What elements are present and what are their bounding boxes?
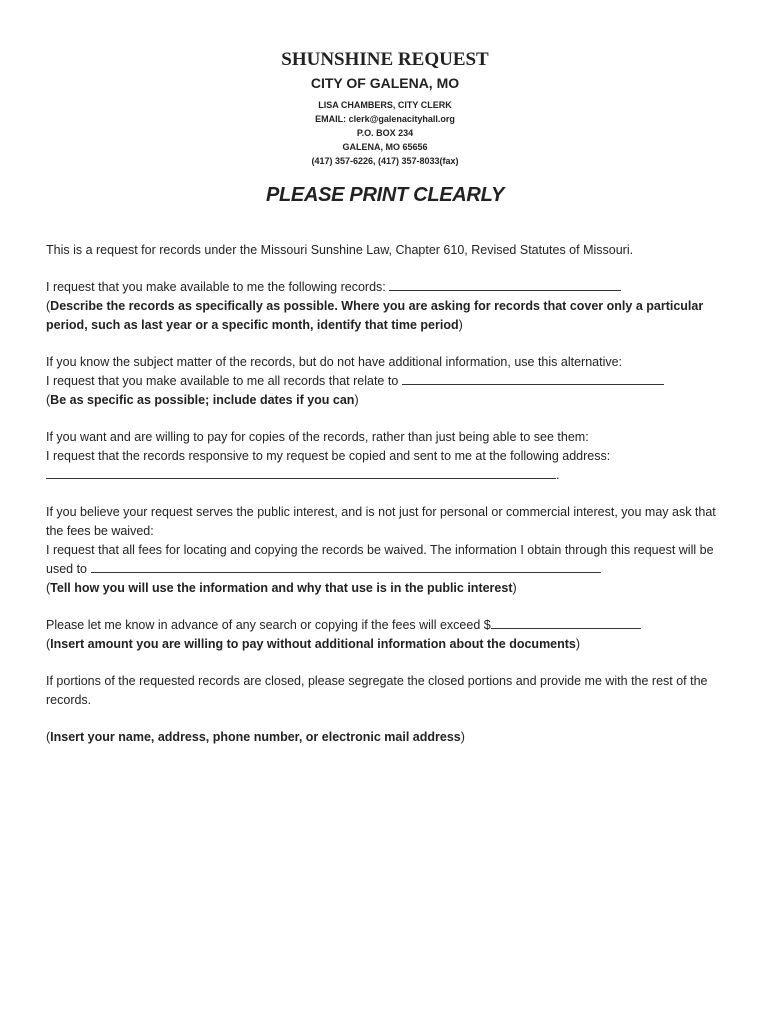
phone-numbers: (417) 357-6226, (417) 357-8033(fax) (311, 156, 459, 166)
closed-records-text: If portions of the requested records are closed, please segregate the closed portions and provide me with the rest of the records. (46, 674, 708, 707)
fees-instruction-line (46, 635, 726, 654)
paren-close: ) (512, 581, 517, 595)
records-instruction: Describe the records as specifically as possible. Where you are asking for records that cover only a particular period, such as last year or a specific month, identify that time period (46, 299, 704, 332)
copies-request: I request that the records responsive to my request be copied and sent to me at the following address: (46, 449, 611, 463)
subject-blank-field[interactable] (402, 372, 664, 385)
waiver-paragraph (46, 503, 726, 598)
address-blank-field[interactable] (46, 466, 556, 479)
document-title: SHUNSHINE REQUEST (281, 49, 489, 70)
waiver-instruction-line (46, 579, 726, 598)
city-name: CITY OF GALENA, MO (310, 75, 460, 91)
subject-line (46, 372, 726, 391)
paren-open: ( (46, 581, 51, 595)
intro-text: This is a request for records under the Missouri Sunshine Law, Chapter 610, Revised Statutes of Missouri. (46, 243, 634, 257)
request-body (46, 241, 726, 765)
subject-intro: If you know the subject matter of the records, but do not have additional information, use this alternative: (46, 355, 623, 369)
waiver-blank-field[interactable] (91, 560, 601, 573)
intro-paragraph (46, 241, 726, 260)
fees-request-text: Please let me know in advance of any search or copying if the fees will exceed $ (46, 618, 491, 632)
subject-instruction-line (46, 391, 726, 410)
paren-close: ) (354, 393, 359, 407)
paren-close: ) (458, 318, 463, 332)
waiver-intro: If you believe your request serves the public interest, and is not just for personal or commercial interest, you may ask that the fees be waived: (46, 505, 716, 538)
records-blank-field[interactable] (389, 278, 621, 291)
subject-paragraph (46, 353, 726, 410)
address-line (46, 466, 726, 485)
paren-open: ( (46, 299, 51, 313)
subject-instruction: Be as specific as possible; include dates if you can (50, 393, 355, 407)
records-paragraph (46, 278, 726, 335)
paren-open: ( (46, 393, 51, 407)
copies-intro: If you want and are willing to pay for copies of the records, rather than just being able to see them: (46, 430, 589, 444)
fees-line (46, 616, 726, 635)
fee-amount-blank-field[interactable] (491, 616, 641, 629)
waiver-request-text: I request that all fees for locating and copying the records be waived. The information I obtain through this request will be used to (46, 543, 714, 576)
print-clearly-notice: PLEASE PRINT CLEARLY (265, 184, 505, 206)
waiver-request-line (46, 541, 726, 579)
paren-open: ( (46, 637, 51, 651)
copies-paragraph (46, 428, 726, 485)
signature-paragraph (46, 728, 726, 747)
fees-paragraph (46, 616, 726, 654)
signature-instruction-line (46, 728, 726, 747)
clerk-email: EMAIL: clerk@galenacityhall.org (315, 114, 455, 124)
records-instruction-line (46, 297, 726, 335)
signature-instruction: Insert your name, address, phone number, or electronic mail address (50, 730, 461, 744)
subject-request-text: I request that you make available to me all records that relate to (46, 374, 399, 388)
city-state-zip: GALENA, MO 65656 (342, 142, 428, 152)
paren-open: ( (46, 730, 51, 744)
clerk-name: LISA CHAMBERS, CITY CLERK (318, 100, 452, 110)
period: . (556, 468, 560, 482)
paren-close: ) (575, 637, 581, 651)
records-request-text: I request that you make available to me the following records: (46, 280, 386, 294)
closed-paragraph (46, 672, 726, 710)
fees-instruction: Insert amount you are willing to pay without additional information about the documents (50, 637, 576, 651)
document-header (0, 48, 770, 168)
paren-close: ) (460, 730, 465, 744)
po-box: P.O. BOX 234 (356, 128, 414, 138)
records-line (46, 278, 726, 297)
waiver-instruction: Tell how you will use the information and why that use is in the public interest (50, 581, 513, 595)
